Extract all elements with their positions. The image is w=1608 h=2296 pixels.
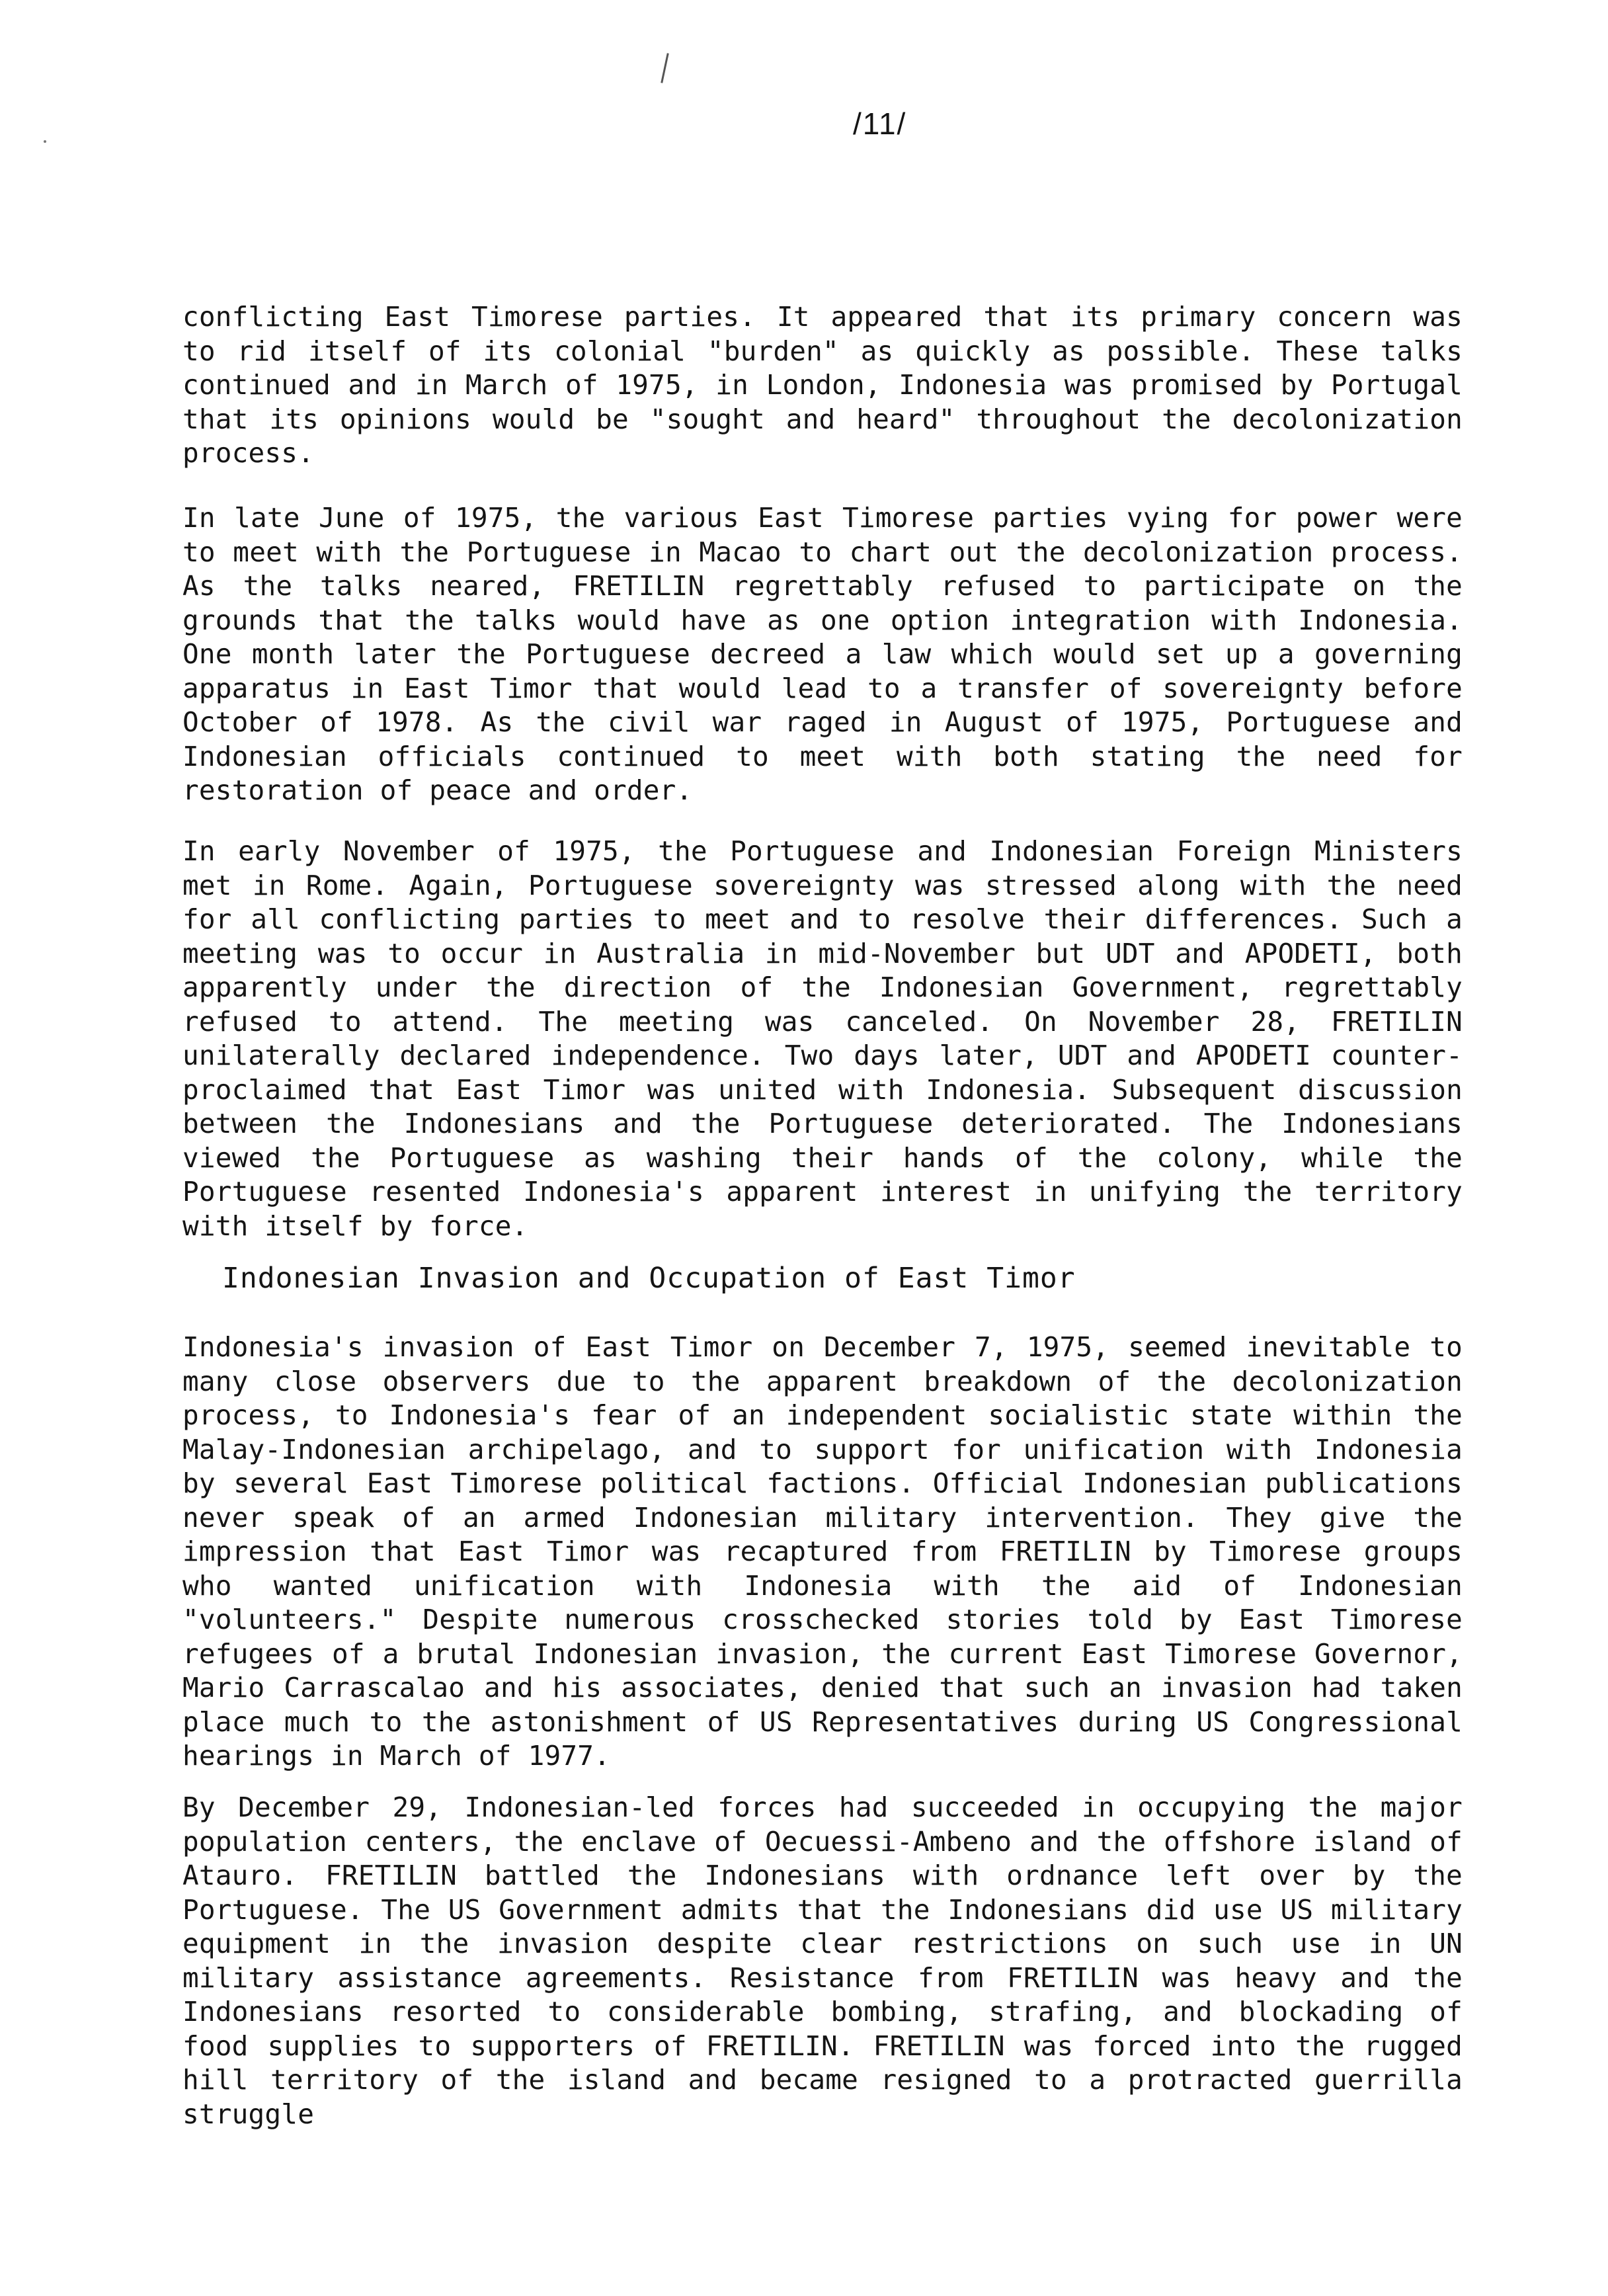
scan-mark bbox=[661, 53, 668, 83]
paragraph-4: Indonesia's invasion of East Timor on December 7, 1975, seemed inevitable to many close observers due to the apparent breakdown of the decolonization process, to Indonesia's fear of an independent socialistic state within the Malay-Indonesian archipelago, and to support for unification with Indonesia by several East Timorese political factions. Official Indonesian publications never speak of an armed Indonesian military intervention. They give the impression that East Timor was recaptured from FRETILIN by Timorese groups who wanted unification with Indonesia with the aid of Indonesian "volunteers." Despite numerous crosschecked stories told by East Timorese refugees of a brutal Indonesian invasion, the current East Timorese Governor, Mario Carrascalao and his associates, denied that such an invasion had taken place much to the astonishment of US Representatives during US Congressional hearings in March of 1977. bbox=[182, 1331, 1463, 1772]
page-number: /11/ bbox=[853, 106, 907, 141]
section-heading: Indonesian Invasion and Occupation of East Timor bbox=[222, 1262, 1076, 1295]
paragraph-5: By December 29, Indonesian-led forces had succeeded in occupying the major population centers, the enclave of Oecuessi-Ambeno and the offshore island of Atauro. FRETILIN battled the Indonesians with ordnance left over by the Portuguese. The US Government admits that the Indonesians did use US military equipment in the invasion despite clear restrictions on such use in UN military assistance agreements. Resistance from FRETILIN was heavy and the Indonesians resorted to considerable bombing, strafing, and blockading of food supplies to supporters of FRETILIN. FRETILIN was forced into the rugged hill territory of the island and became resigned to a protracted guerrilla struggle bbox=[182, 1791, 1463, 2130]
paragraph-2: In late June of 1975, the various East Timorese parties vying for power were to meet with the Portuguese in Macao to chart out the decolonization process. As the talks neared, FRETILIN regrettably refused to participate on the grounds that the talks would have as one option integration with Indonesia. One month later the Portuguese decreed a law which would set up a governing apparatus in East Timor that would lead to a transfer of sovereignty before October of 1978. As the civil war raged in August of 1975, Portuguese and Indonesian officials continued to meet with both stating the need for restoration of peace and order. bbox=[182, 502, 1463, 806]
paragraph-3: In early November of 1975, the Portuguese and Indonesian Foreign Ministers met in Rome. Again, Portuguese sovereignty was stressed along with the need for all conflicting parties to meet and to resolve their differences. Such a meeting was to occur in Australia in mid-November but UDT and APODETI, both apparently under the direction of the Indonesian Government, regrettably refused to attend. The meeting was canceled. On November 28, FRETILIN unilaterally declared independence. Two days later, UDT and APODETI counter-proclaimed that East Timor was united with Indonesia. Subsequent discussion between the Indonesians and the Portuguese deteriorated. The Indonesians viewed the Portuguese as washing their hands of the colony, while the Portuguese resented Indonesia's apparent interest in unifying the territory with itself by force. bbox=[182, 835, 1463, 1242]
scan-dot bbox=[44, 140, 46, 143]
paragraph-1: conflicting East Timorese parties. It appeared that its primary concern was to rid itself of its colonial "burden" as quickly as possible. These talks continued and in March of 1975, in London, Indonesia was promised by Portugal that its opinions would be "sought and heard" throughout the decolonization process. bbox=[182, 301, 1463, 469]
